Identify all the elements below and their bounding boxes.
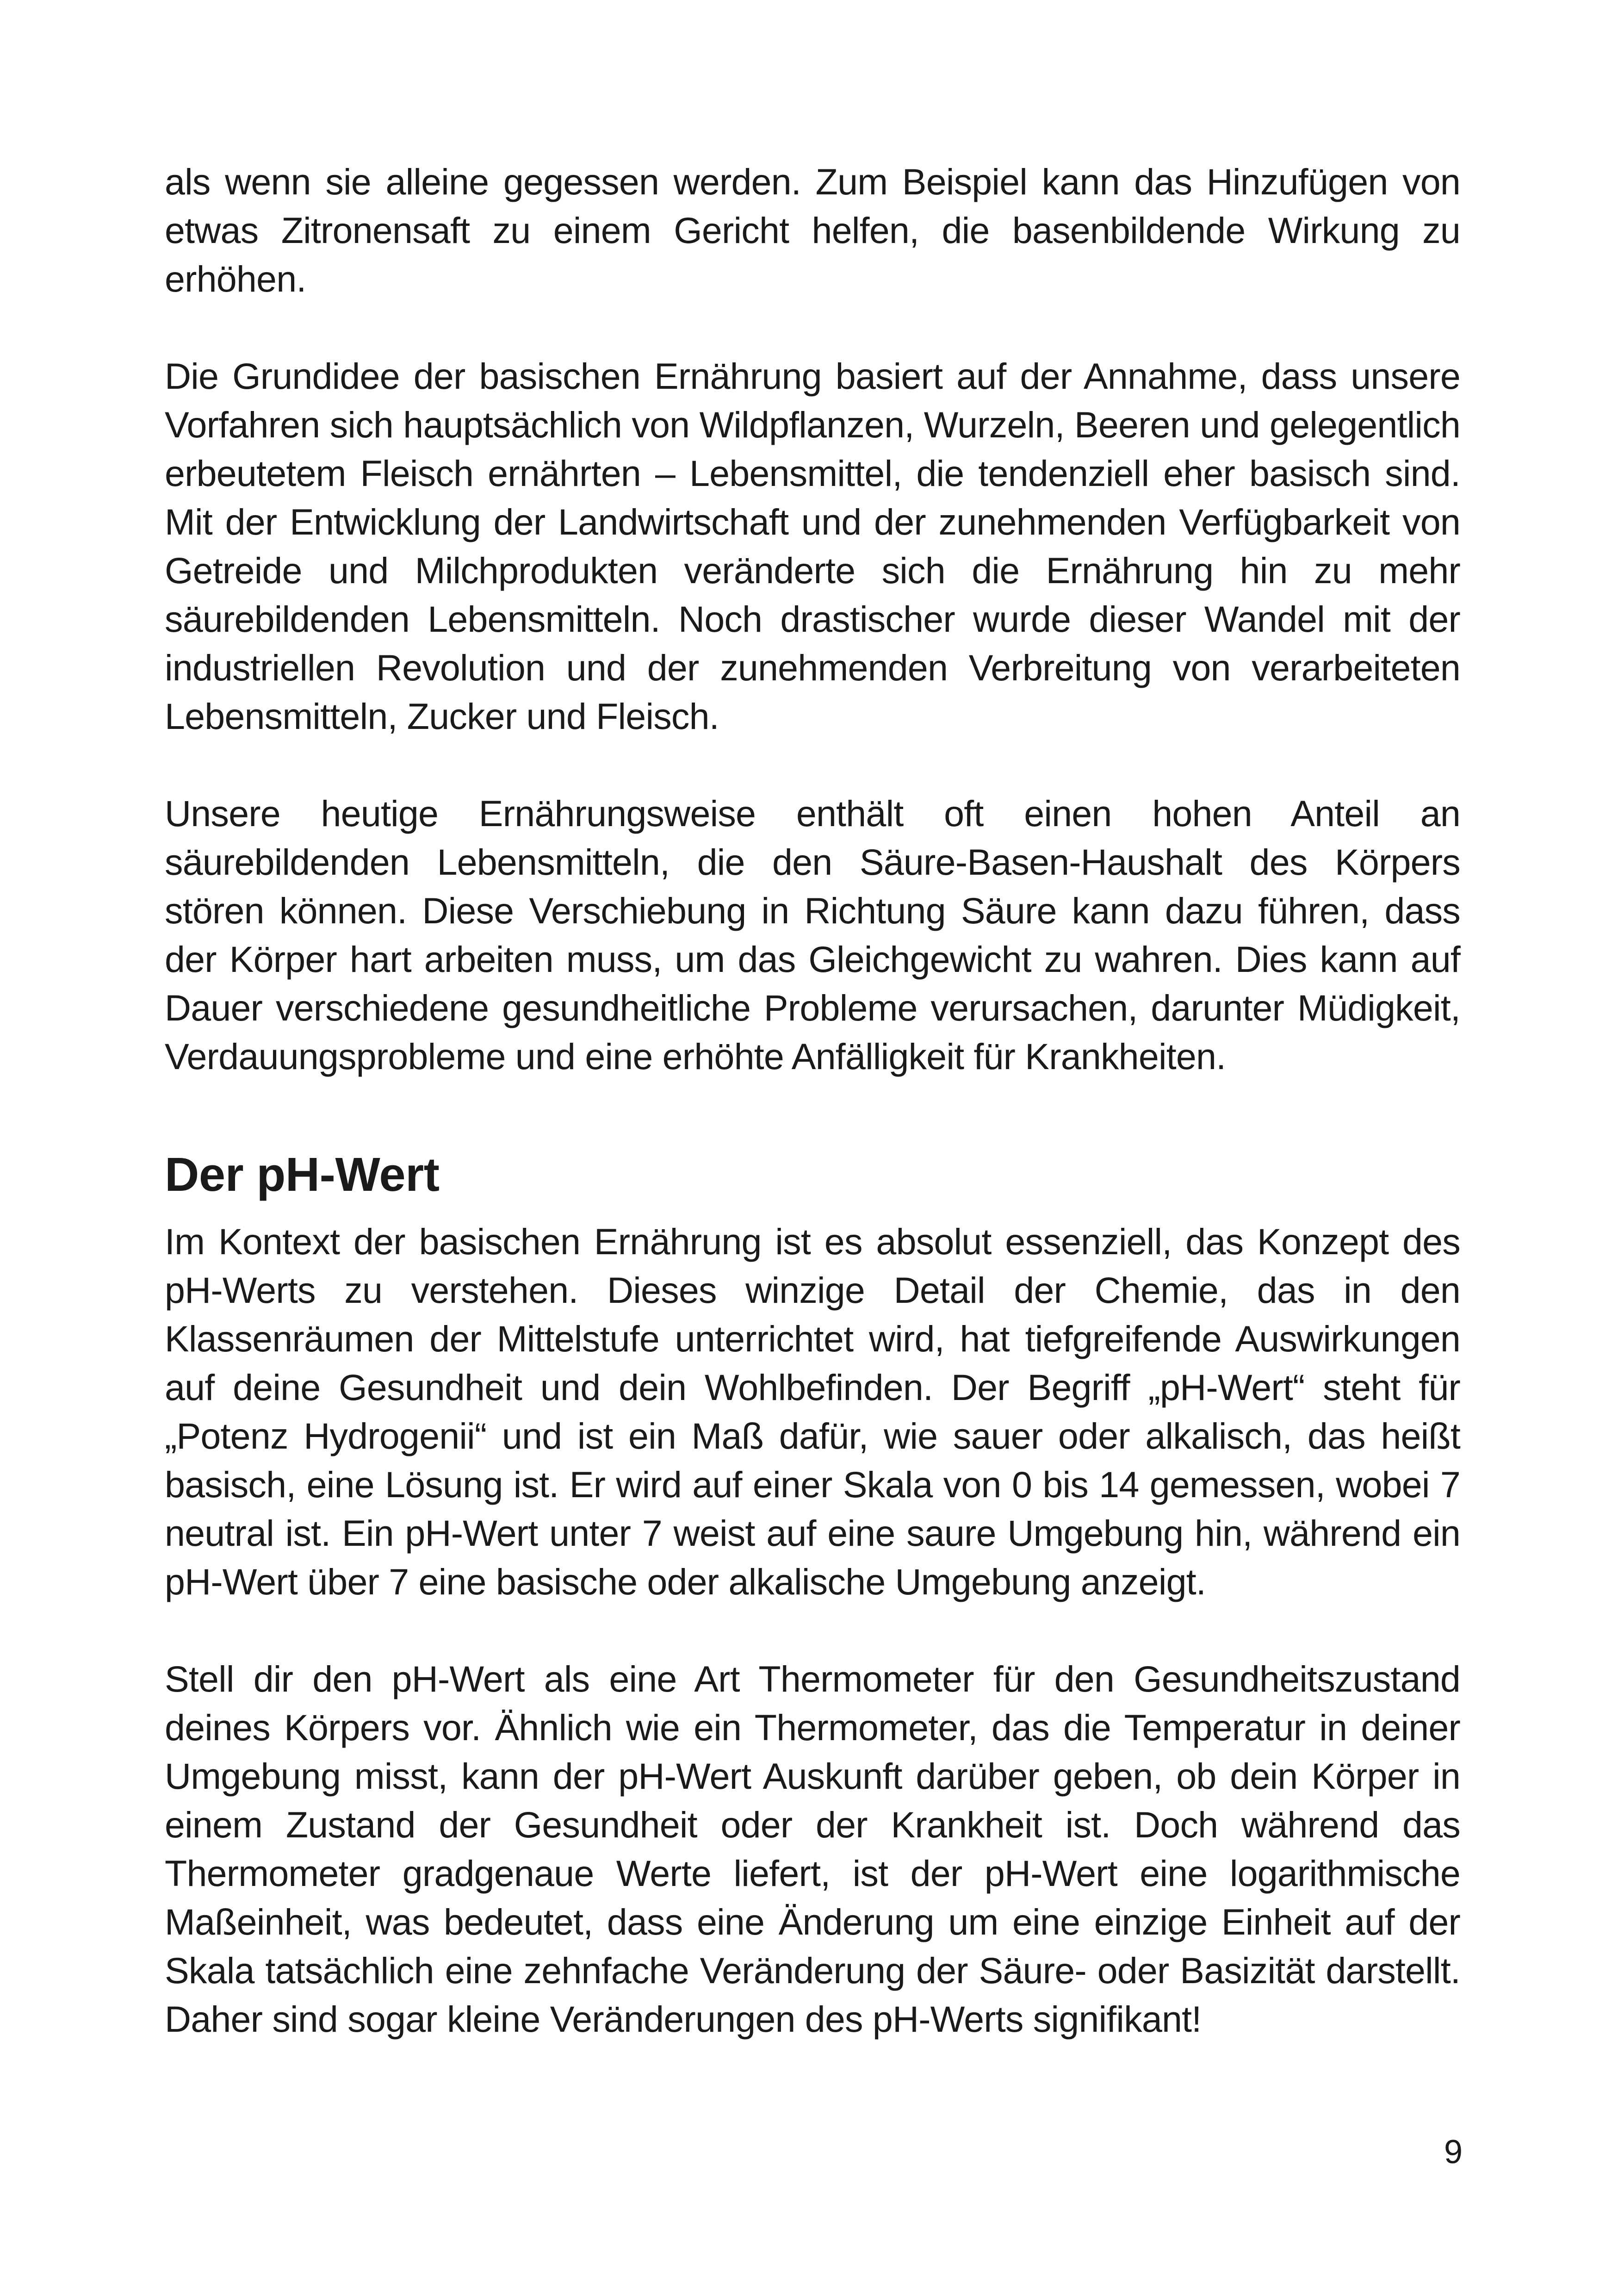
paragraph-intro-continuation: als wenn sie alleine gegessen werden. Zum Beispiel kann das Hinzufügen von etwas Zitronensaft zu einem Gericht helfen, die basenbildende Wirkung zu erhöhen. [165,161,1460,299]
text-column [165,157,1460,2043]
paragraph-basic-idea: Die Grundidee der basischen Ernährung basiert auf der Annahme, dass unsere Vorfahren sich hauptsächlich von Wildpflanzen, Wurzeln, Beeren und gelegentlich erbeutetem Fleisch ernährten – Lebensmittel, die tendenziell eher basisch sind. Mit der Entwicklung der Landwirtschaft und der zunehmenden Verfügbarkeit von Getreide und Milchprodukten veränderte sich die Ernährung hin zu mehr säurebildenden Lebensmitteln. Noch drastischer wurde dieser Wandel mit der industriellen Revolution und der zunehmenden Verbreitung von verarbeiteten Lebensmitteln, Zucker und Fleisch. [165,355,1460,737]
section-heading: Der pH-Wert [165,1148,440,1201]
paragraph-ph-concept: Im Kontext der basischen Ernährung ist es absolut essenziell, das Konzept des pH-Werts zu verstehen. Dieses winzige Detail der Chemie, das in den Klassenräumen der Mittelstufe unterrichtet wird, hat tiefgreifende Auswirkungen auf deine Gesundheit und dein Wohlbefinden. Der Begriff „pH-Wert“ steht für „Potenz Hydrogenii“ und ist ein Maß dafür, wie sauer oder alkalisch, das heißt basisch, eine Lösung ist. Er wird auf einer Skala von 0 bis 14 gemessen, wobei 7 neutral ist. Ein pH-Wert unter 7 weist auf eine saure Umgebung hin, während ein pH-Wert über 7 eine basische oder alkalische Umgebung anzeigt. [165,1221,1460,1602]
paragraph-modern-diet: Unsere heutige Ernährungsweise enthält oft einen hohen Anteil an säurebildenden Lebensmitteln, die den Säure-Basen-Haushalt des Körpers stören können. Diese Verschiebung in Richtung Säure kann dazu führen, dass der Körper hart arbeiten muss, um das Gleichgewicht zu wahren. Dies kann auf Dauer verschiedene gesundheitliche Probleme verursachen, darunter Müdigkeit, Verdauungsprobleme und eine erhöhte Anfälligkeit für Krankheiten. [165,793,1460,1077]
paragraph-ph-thermometer: Stell dir den pH-Wert als eine Art Thermometer für den Gesundheitszustand deines Körpers vor. Ähnlich wie ein Thermometer, das die Temperatur in deiner Umgebung misst, kann der pH-Wert Auskunft darüber geben, ob dein Körper in einem Zustand der Gesundheit oder der Krankheit ist. Doch während das Thermometer gradgenaue Werte liefert, ist der pH-Wert eine logarithmische Maßeinheit, was bedeutet, dass eine Änderung um eine einzige Einheit auf der Skala tatsächlich eine zehnfache Veränderung der Säure- oder Basizität darstellt. Daher sind sogar kleine Veränderungen des pH-Werts signifikant! [165,1658,1460,2040]
page-number: 9 [1444,2134,1463,2171]
